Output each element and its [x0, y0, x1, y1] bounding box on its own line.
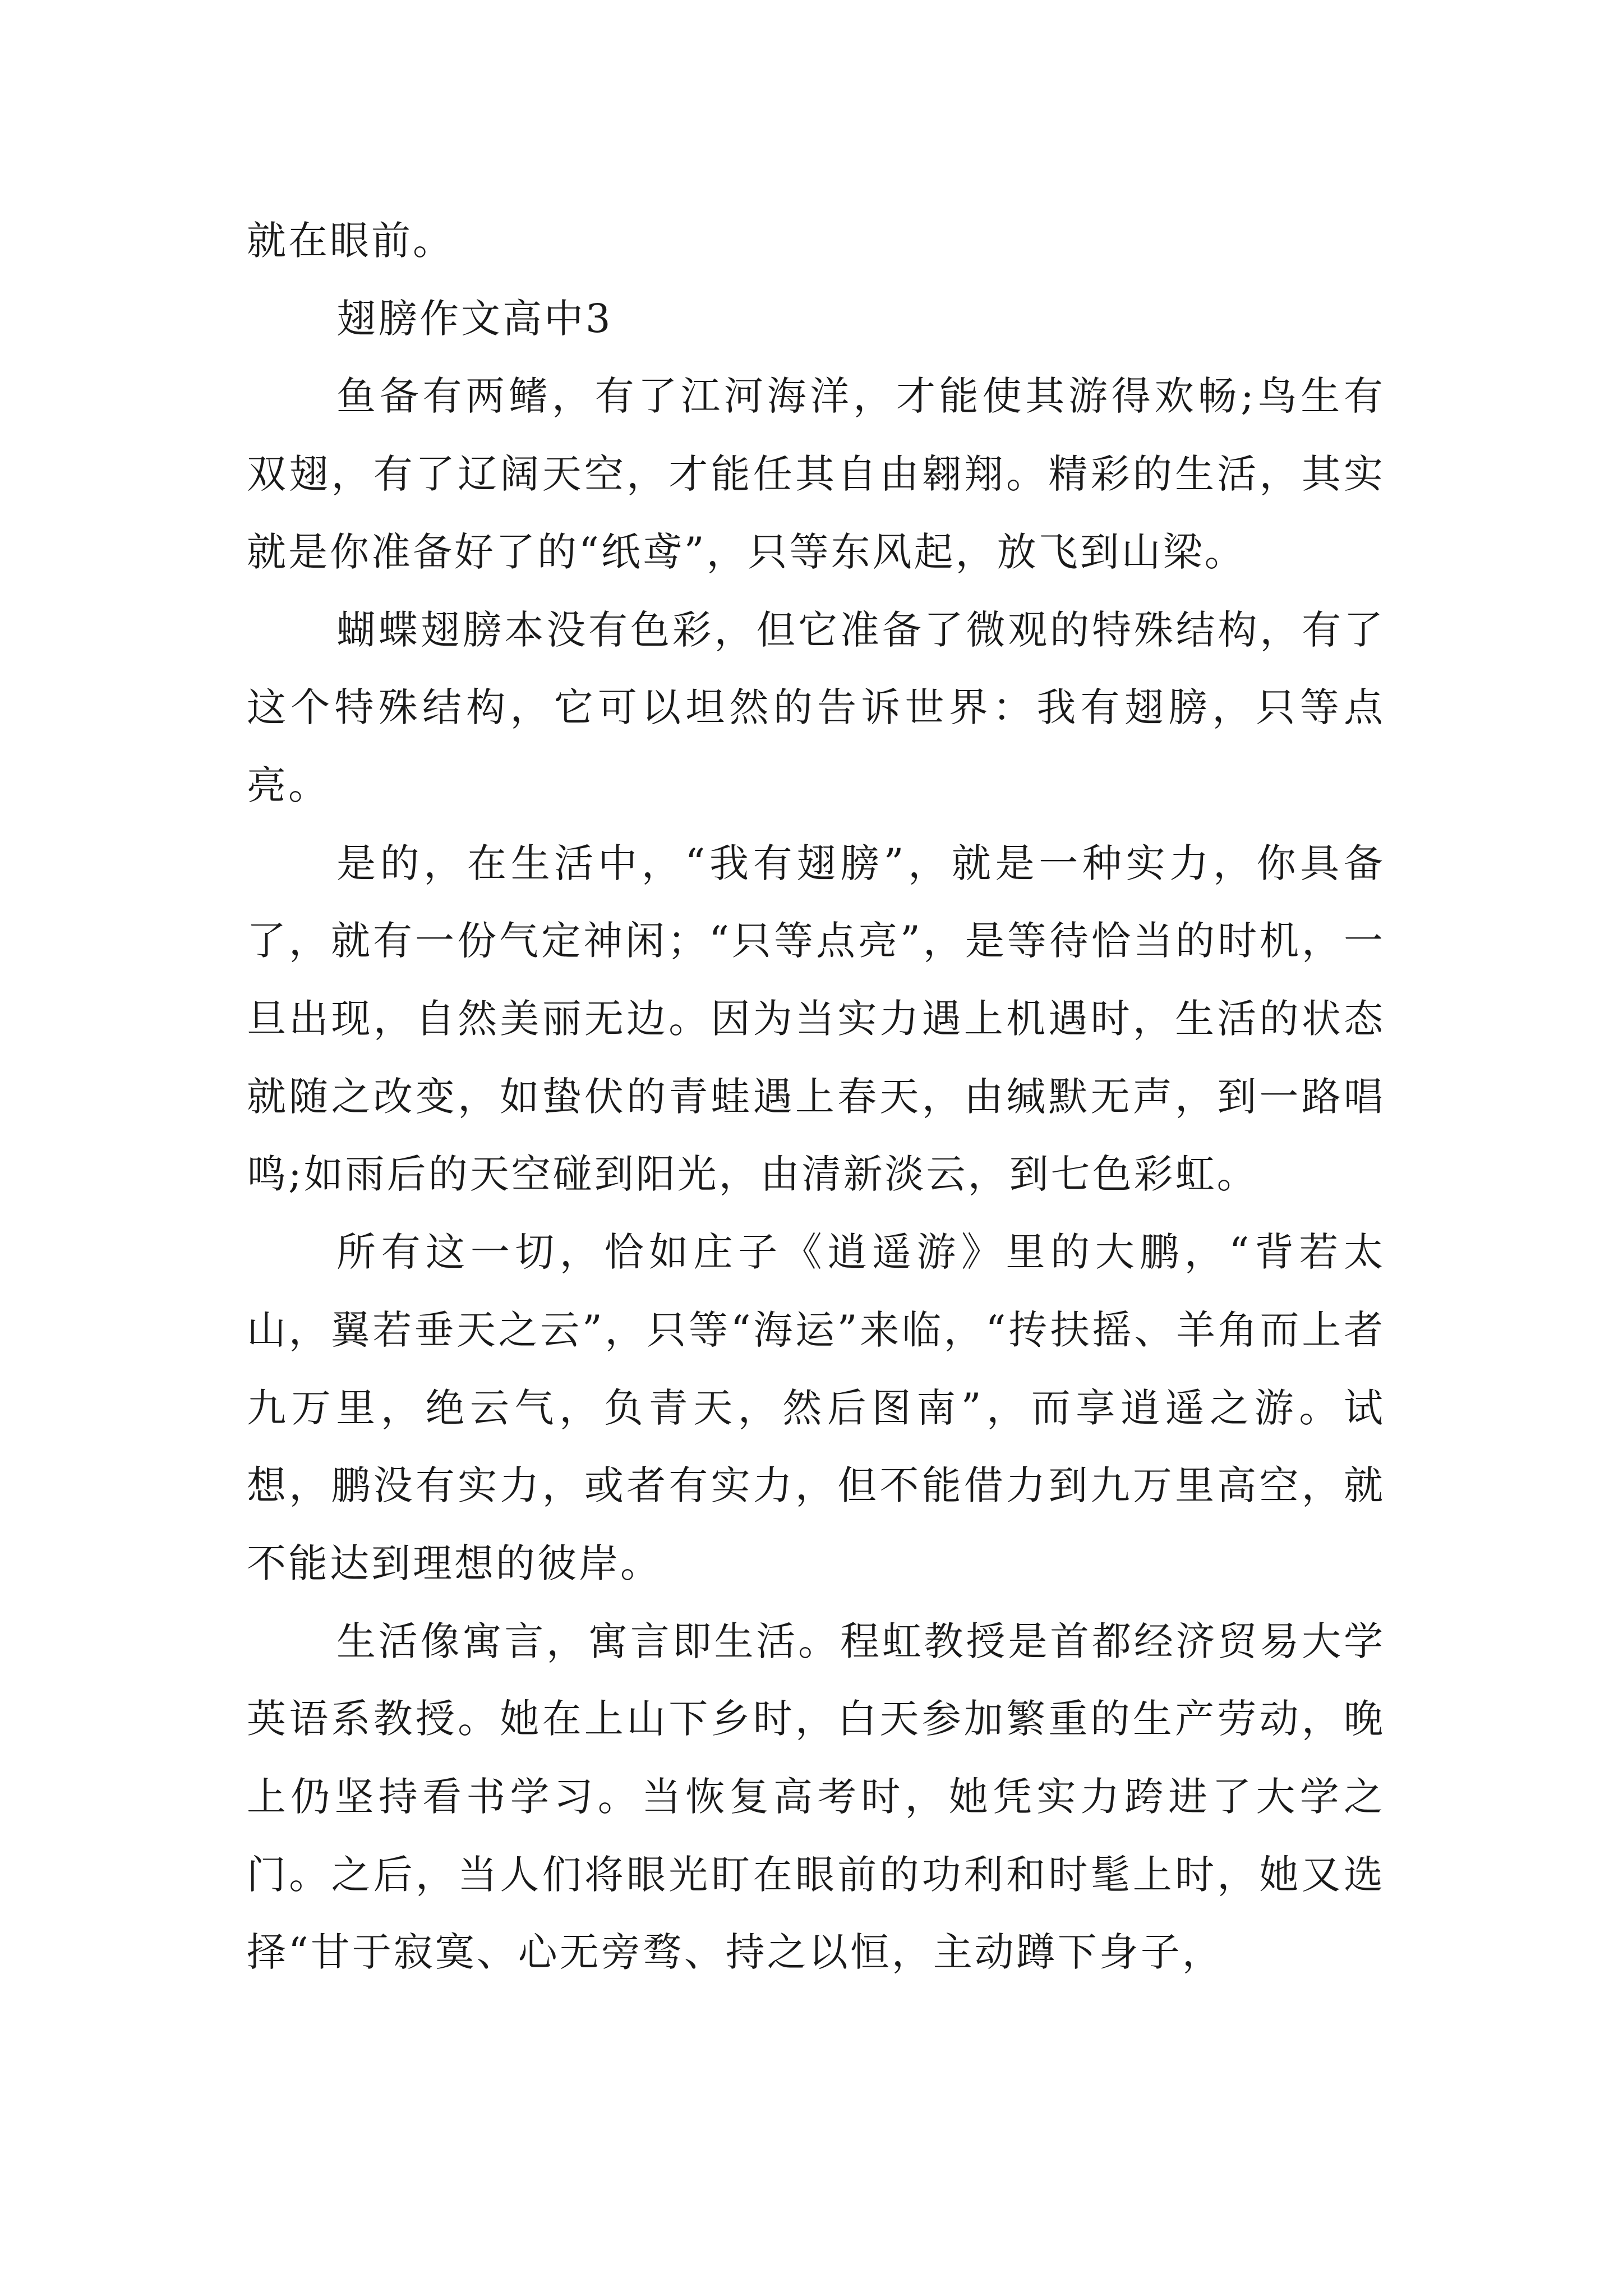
paragraph: 蝴蝶翅膀本没有色彩，但它准备了微观的特殊结构，有了这个特殊结构，它可以坦然的告诉世界：我有翅膀，只等点亮。 [247, 606, 1385, 808]
essay-heading: 翅膀作文高中3 [336, 295, 613, 342]
paragraph: 生活像寓言，寓言即生活。程虹教授是首都经济贸易大学英语系教授。她在上山下乡时，白天参加繁重的生产劳动，晚上仍坚持看书学习。当恢复高考时，她凭实力跨进了大学之门。之后，当人们将眼光盯在眼前的功利和时髦上时，她又选择“甘于寂寞、心无旁骛、持之以恒，主动蹲下身子， [247, 1618, 1385, 1976]
paragraph: 所有这一切，恰如庄子《逍遥游》里的大鹏，“背若太山，翼若垂天之云”，只等“海运”来临，“抟扶摇、羊角而上者九万里，绝云气，负青天，然后图南”，而享逍遥之游。试想，鹏没有实力，或者有实力，但不能借力到九万里高空，就不能达到理想的彼岸。 [247, 1229, 1385, 1586]
essay-body [247, 202, 1385, 1991]
continuation-text: 就在眼前。 [247, 218, 454, 264]
paragraph: 鱼备有两鳍，有了江河海洋，才能使其游得欢畅;鸟生有双翅，有了辽阔天空，才能任其自由翱翔。精彩的生活，其实就是你准备好了的“纸鸢”，只等东风起，放飞到山梁。 [247, 373, 1385, 575]
paragraph: 是的，在生活中，“我有翅膀”，就是一种实力，你具备了，就有一份气定神闲；“只等点亮”，是等待恰当的时机，一旦出现，自然美丽无边。因为当实力遇上机遇时，生活的状态就随之改变，如蛰伏的青蛙遇上春天，由缄默无声，到一路唱鸣;如雨后的天空碰到阳光，由清新淡云，到七色彩虹。 [247, 840, 1385, 1198]
